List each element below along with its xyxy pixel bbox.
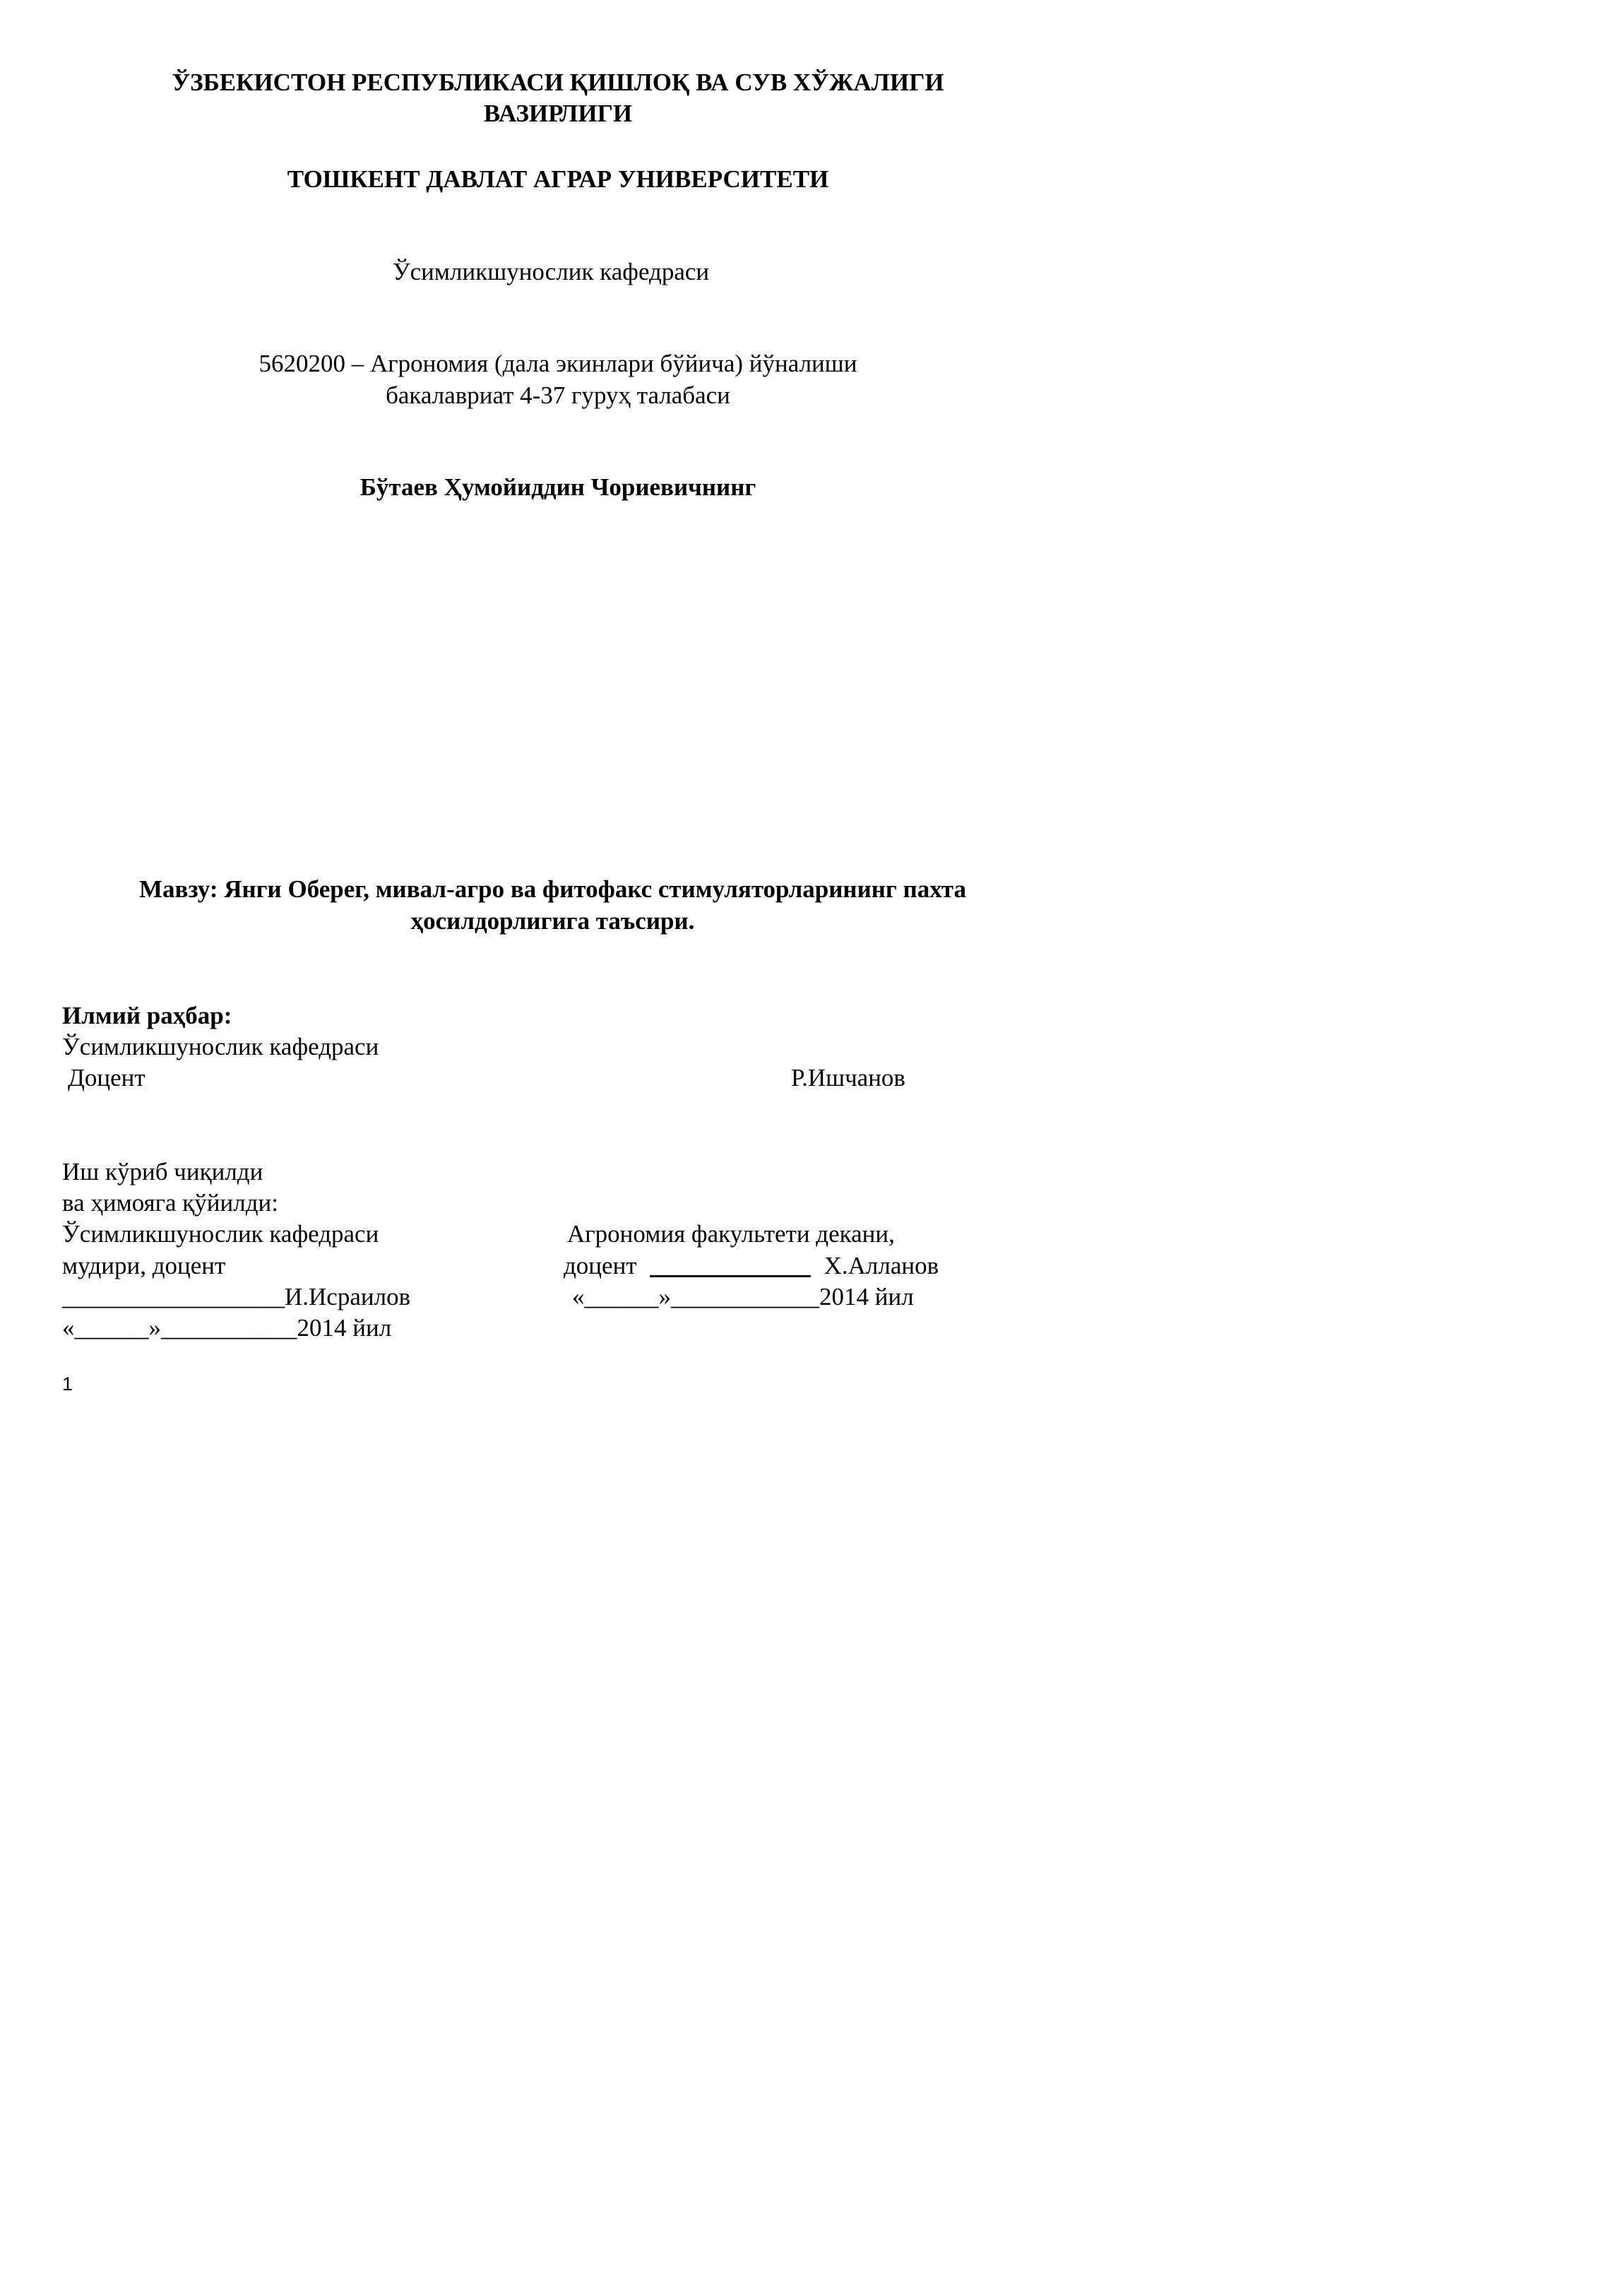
page-number: 1	[62, 1373, 73, 1395]
supervisor-position: Доцент	[68, 1064, 145, 1091]
approval-reviewed-label: Иш кўриб чиқилди	[62, 1158, 263, 1185]
university-name: ТОШКЕНТ ДАВЛАТ АГРАР УНИВЕРСИТЕТИ	[287, 165, 829, 193]
ministry-title-line1: ЎЗБЕКИСТОН РЕСПУБЛИКАСИ ҚИШЛОҚ ВА СУВ ХЎЖАЛИГИ	[172, 69, 944, 96]
approval-head-signature: __________________И.Исраилов	[62, 1283, 411, 1310]
department-name: Ўсимликшунослик кафедраси	[392, 258, 710, 285]
supervisor-department: Ўсимликшунослик кафедраси	[62, 1033, 379, 1060]
topic-line1: Мавзу: Янги Оберег, мивал-агро ва фитофакс стимуляторларининг пахта	[139, 875, 966, 903]
topic-line2: ҳосилдорлигига таъсири.	[410, 907, 695, 935]
specialty-line2: бакалавриат 4-37 гуруҳ талабаси	[386, 381, 730, 409]
dean-date: «______»____________2014 йил	[572, 1283, 914, 1310]
dean-signature-row	[564, 1251, 939, 1281]
supervisor-name: Р.Ишчанов	[791, 1064, 905, 1091]
approval-defense-label: ва ҳимояга қўйилди:	[62, 1189, 278, 1217]
approval-head-position: мудири, доцент	[62, 1252, 226, 1279]
approval-department: Ўсимликшунослик кафедраси	[62, 1220, 379, 1248]
dean-position: доцент	[564, 1252, 637, 1279]
dean-signature-blank: _____________	[650, 1252, 811, 1279]
specialty-line1: 5620200 – Агрономия (дала экинлари бўйича) йўналиши	[258, 350, 857, 377]
supervisor-heading: Илмий раҳбар:	[62, 1002, 232, 1029]
student-name: Бўтаев Ҳумойиддин Чориевичнинг	[359, 473, 756, 501]
approval-head-date: «______»___________2014 йил	[62, 1314, 392, 1342]
dean-name: Х.Алланов	[824, 1252, 939, 1279]
dean-title: Агрономия факультети декани,	[567, 1220, 895, 1248]
ministry-title-line2: ВАЗИРЛИГИ	[483, 100, 633, 127]
